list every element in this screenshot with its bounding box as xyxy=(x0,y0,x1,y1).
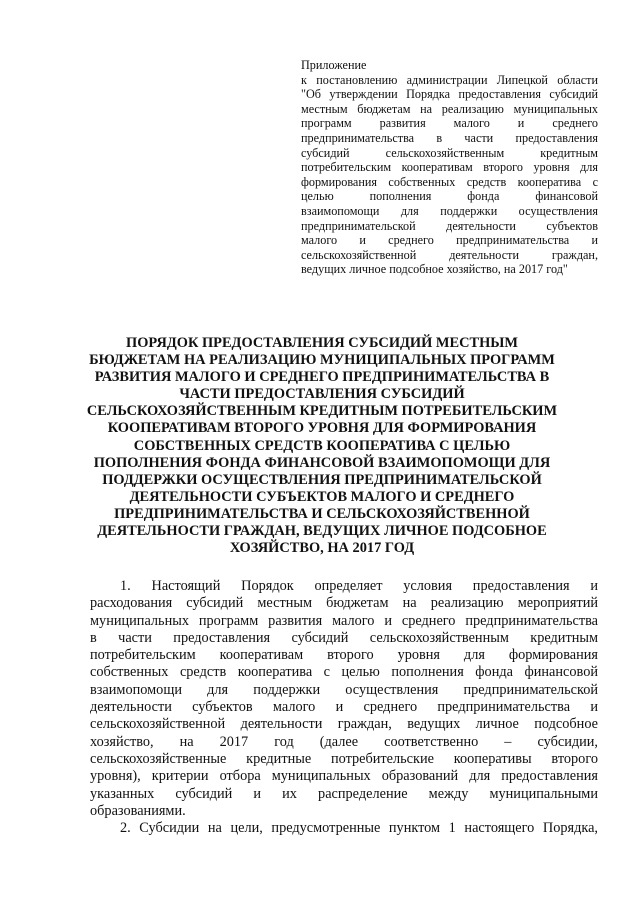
body-line: взаимопомощи для поддержки осуществления предпринимательской xyxy=(90,681,598,698)
appendix-line: малого и среднего предпринимательства и xyxy=(301,233,598,248)
title-line: ДЕЯТЕЛЬНОСТИ СУБЪЕКТОВ МАЛОГО И СРЕДНЕГО xyxy=(129,488,515,505)
appendix-line: программ развития малого и среднего xyxy=(301,116,598,131)
body-line: расходования субсидий местным бюджетам на реализацию мероприятий xyxy=(90,595,598,612)
appendix-header xyxy=(301,58,598,277)
appendix-line: взаимопомощи для поддержки осуществления xyxy=(301,203,598,218)
body-line: муниципальных программ развития малого и среднего предпринимательства xyxy=(90,612,598,629)
appendix-line: "Об утверждении Порядка предоставления субсидий xyxy=(301,87,598,102)
title-line: ХОЗЯЙСТВО, НА 2017 ГОД xyxy=(229,540,415,557)
body-line: собственных средств кооператива с целью пополнения фонда финансовой xyxy=(90,664,598,681)
body-line: образованиями. xyxy=(90,802,186,819)
title-line: ПРЕДПРИНИМАТЕЛЬСТВА И СЕЛЬСКОХОЗЯЙСТВЕННОЙ xyxy=(114,505,530,522)
appendix-line: Приложение xyxy=(301,58,367,72)
appendix-line: предпринимательства в части предоставления xyxy=(301,130,598,145)
title-line: РАЗВИТИЯ МАЛОГО И СРЕДНЕГО ПРЕДПРИНИМАТЕЛЬСТВА В xyxy=(94,369,550,386)
body-line: потребительским кооперативам второго уровня для формирования xyxy=(90,647,598,664)
title-line: СЕЛЬСКОХОЗЯЙСТВЕННЫМ КРЕДИТНЫМ ПОТРЕБИТЕЛЬСКИМ xyxy=(86,403,558,420)
appendix-line: сельскохозяйственной деятельности граждан, xyxy=(301,247,598,262)
appendix-line: формирования собственных средств кооператива с xyxy=(301,174,598,189)
document-title xyxy=(84,335,560,557)
document-body xyxy=(90,578,598,837)
appendix-line: субсидий сельскохозяйственным кредитным xyxy=(301,145,598,160)
appendix-line: целью пополнения фонда финансовой xyxy=(301,189,598,204)
title-line: ПОРЯДОК ПРЕДОСТАВЛЕНИЯ СУБСИДИЙ МЕСТНЫМ xyxy=(126,335,518,351)
body-line: указанных субсидий и их распределение между муниципальными xyxy=(90,785,598,802)
body-line: деятельности субъектов малого и среднего предпринимательства и xyxy=(90,699,598,716)
title-line: ПОПОЛНЕНИЯ ФОНДА ФИНАНСОВОЙ ВЗАИМОПОМОЩИ ДЛЯ xyxy=(93,454,551,471)
body-line: уровня), критерии отбора муниципальных образований для предоставления xyxy=(90,768,598,785)
paragraph-1 xyxy=(90,578,598,820)
body-line: хозяйство, на 2017 год (далее соответственно – субсидии, xyxy=(90,733,598,750)
body-line: сельскохозяйственные кредитные потребительские кооперативы второго xyxy=(90,750,598,767)
appendix-line: к постановлению администрации Липецкой области xyxy=(301,72,598,87)
appendix-line: предпринимательской деятельности субъектов xyxy=(301,218,598,233)
body-line: в части предоставления субсидий сельскохозяйственным кредитным xyxy=(90,629,598,646)
appendix-line: ведущих личное подсобное хозяйство, на 2017 год" xyxy=(301,262,568,277)
title-line: ЧАСТИ ПРЕДОСТАВЛЕНИЯ СУБСИДИЙ xyxy=(179,386,465,403)
body-line: 2. Субсидии на цели, предусмотренные пунктом 1 настоящего Порядка, xyxy=(120,820,598,837)
body-line: сельскохозяйственной деятельности граждан, ведущих личное подсобное xyxy=(90,716,598,733)
title-line: БЮДЖЕТАМ НА РЕАЛИЗАЦИЮ МУНИЦИПАЛЬНЫХ ПРОГРАММ xyxy=(89,352,555,369)
appendix-line: местным бюджетам на реализацию муниципальных xyxy=(301,101,598,116)
paragraph-2 xyxy=(90,820,598,837)
title-line: СОБСТВЕННЫХ СРЕДСТВ КООПЕРАТИВА С ЦЕЛЬЮ xyxy=(133,437,511,454)
appendix-line: потребительским кооперативам второго уровня для xyxy=(301,160,598,175)
title-line: ПОДДЕРЖКИ ОСУЩЕСТВЛЕНИЯ ПРЕДПРИНИМАТЕЛЬСКОЙ xyxy=(102,471,542,488)
body-line: 1. Настоящий Порядок определяет условия предоставления и xyxy=(120,578,598,594)
title-line: КООПЕРАТИВАМ ВТОРОГО УРОВНЯ ДЛЯ ФОРМИРОВАНИЯ xyxy=(107,420,537,437)
title-line: ДЕЯТЕЛЬНОСТИ ГРАЖДАН, ВЕДУЩИХ ЛИЧНОЕ ПОДСОБНОЕ xyxy=(97,523,547,540)
